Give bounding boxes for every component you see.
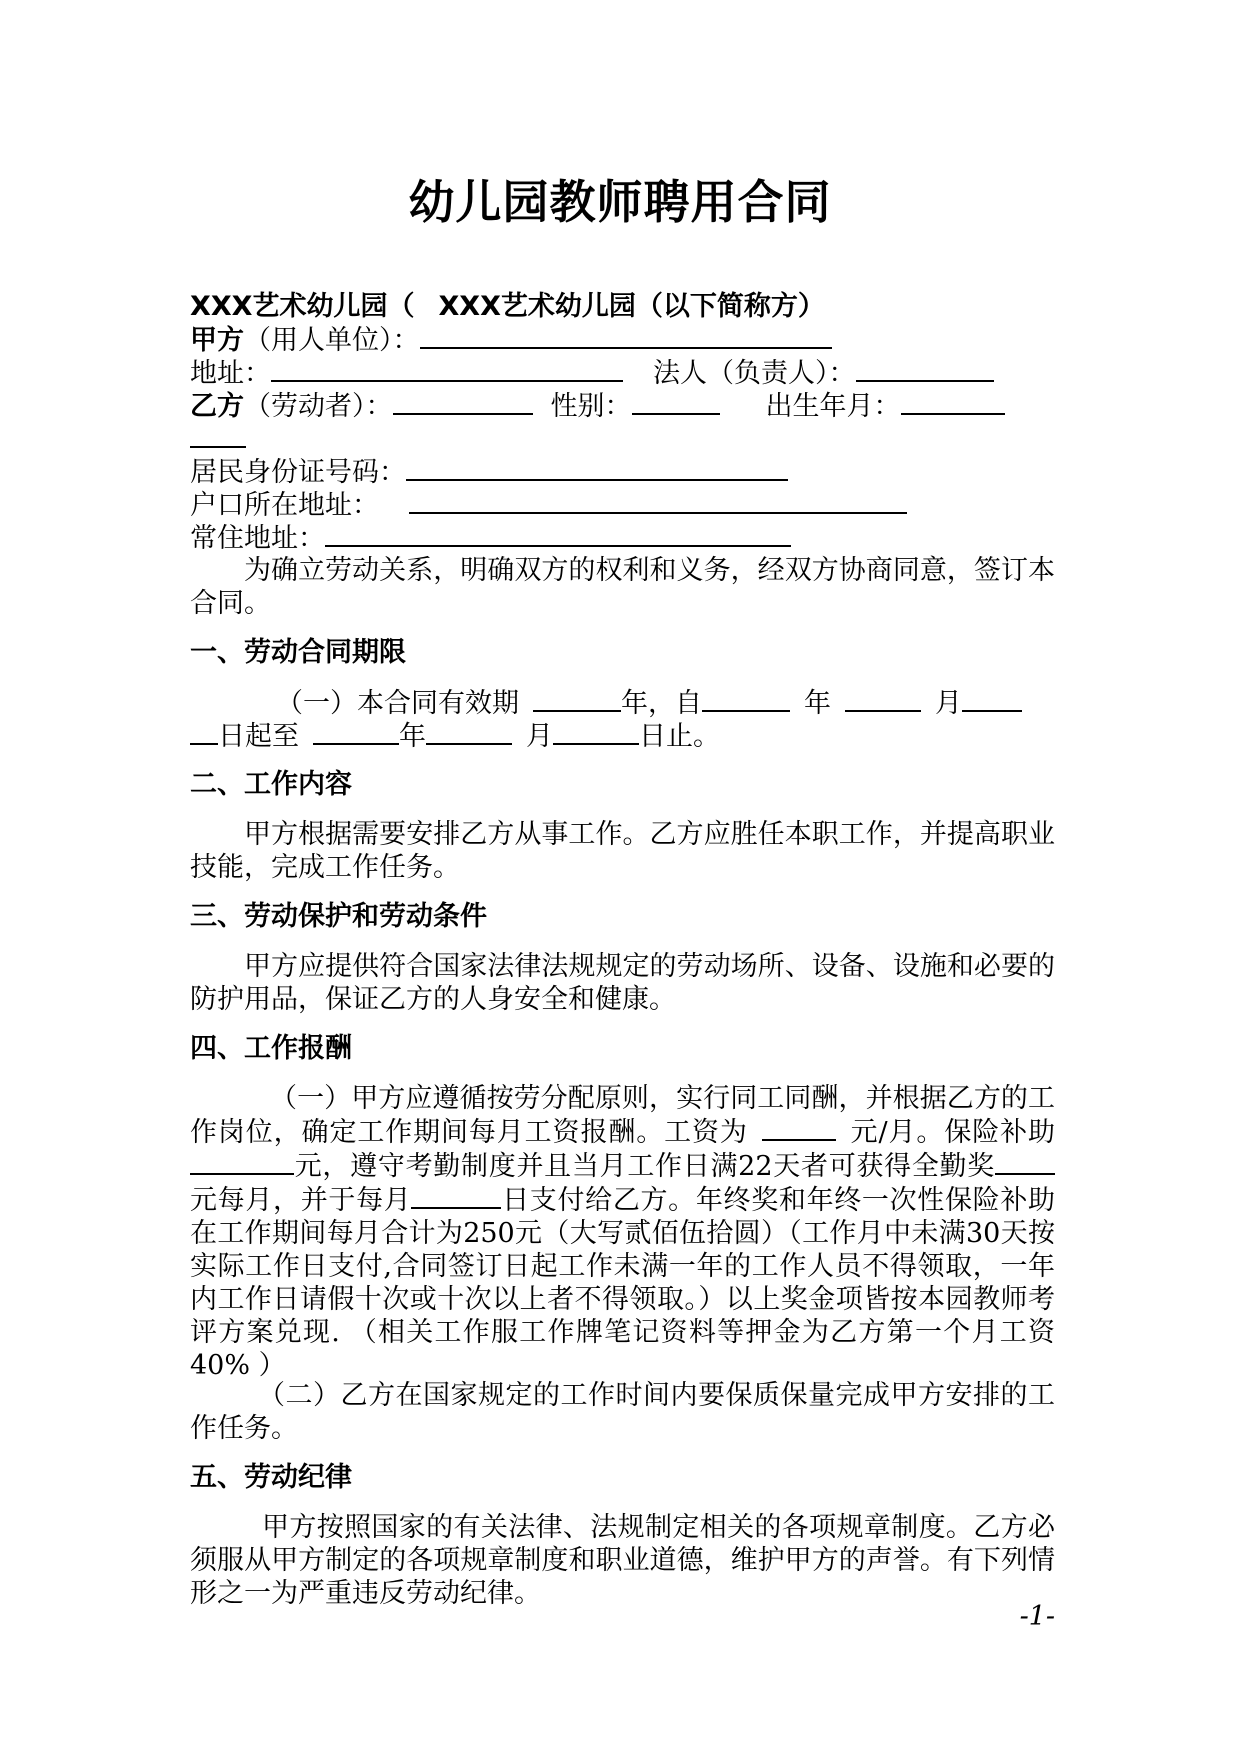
payday-blank[interactable]: [411, 1183, 501, 1209]
id-label: 居民身份证号码：: [190, 457, 406, 488]
birth-label: 出生年月：: [765, 391, 901, 422]
section-2-text: 甲方根据需要安排乙方从事工作。乙方应胜任本职工作，并提高职业技能，完成工作任务。: [190, 819, 1055, 883]
party-b-label: 乙方: [190, 391, 244, 422]
document-title: 幼儿园教师聘用合同: [408, 175, 832, 229]
party-b-line: [190, 389, 1055, 423]
hukou-blank[interactable]: [409, 488, 907, 514]
address-blank[interactable]: [271, 356, 623, 382]
hukou-label: 户口所在地址：: [190, 490, 379, 521]
party-a-label: 甲方: [190, 325, 244, 356]
section-4-paragraph-2: （二）乙方在国家规定的工作时间内要保质保量完成甲方安排的工作任务。: [190, 1380, 1055, 1444]
residence-blank[interactable]: [325, 521, 791, 547]
school-name-2: XXX艺术幼儿园（以下简称方）: [438, 291, 825, 322]
section-4-heading: 四、工作报酬: [190, 1033, 352, 1064]
salary-text-b: 元/月。保险补助: [849, 1117, 1055, 1148]
legal-rep-blank[interactable]: [856, 356, 994, 382]
school-line: [190, 290, 1055, 323]
term-years-blank[interactable]: [533, 686, 621, 712]
month-label: 月: [526, 721, 553, 752]
section-5-text: 甲方按照国家的有关法律、法规制定相关的各项规章制度。乙方必须服从甲方制定的各项规章制度和职业道德，维护甲方的声誉。有下列情形之一为严重违反劳动纪律。: [190, 1512, 1055, 1609]
bonus-blank[interactable]: [995, 1149, 1055, 1175]
address-line: [190, 356, 1055, 390]
term-text: （一）本合同有效期: [276, 688, 519, 719]
from-label: ，自: [648, 688, 702, 719]
birth-blank[interactable]: [901, 389, 1005, 415]
party-b-blank[interactable]: [393, 389, 533, 415]
section-2-heading: 二、工作内容: [190, 769, 352, 800]
gender-label: 性别：: [550, 391, 632, 422]
term-line-2: [190, 719, 1055, 753]
page-number: -1-: [1019, 1601, 1055, 1632]
salary-blank[interactable]: [762, 1115, 836, 1141]
start-day-blank[interactable]: [962, 686, 1022, 712]
gender-blank[interactable]: [632, 389, 720, 415]
to-label: 日起至: [218, 721, 299, 752]
salary-text-c: 元，遵守考勤制度并且当月工作日满22天者可获得全勤奖: [294, 1151, 995, 1182]
end-day-blank[interactable]: [553, 719, 639, 745]
legal-rep-label: 法人（负责人）：: [653, 358, 856, 389]
residence-line: [190, 521, 1055, 555]
party-a-line: [190, 323, 1055, 357]
salary-text-d: 元每月，并于每月: [190, 1185, 412, 1216]
end-month-blank[interactable]: [426, 719, 512, 745]
intro-paragraph: 为确立劳动关系，明确双方的权利和义务，经双方协商同意，签订本合同。: [190, 555, 1055, 619]
id-line: [190, 455, 1055, 489]
year-label: 年: [804, 688, 831, 719]
section-1-heading: 一、劳动合同期限: [190, 637, 406, 668]
end-year-blank[interactable]: [313, 719, 399, 745]
month-label: 月: [935, 688, 962, 719]
section-3-heading: 三、劳动保护和劳动条件: [190, 901, 487, 932]
section-4-paragraph-1: [190, 1082, 1055, 1382]
year-label: 年: [621, 688, 648, 719]
section-5-heading: 五、劳动纪律: [190, 1462, 352, 1493]
year-label: 年: [399, 721, 426, 752]
party-b-desc: （劳动者）：: [244, 391, 393, 422]
section-3-text: 甲方应提供符合国家法律法规规定的劳动场所、设备、设施和必要的防护用品，保证乙方的人身安全和健康。: [190, 951, 1055, 1015]
birth-continue-line: [190, 422, 1055, 456]
school-name-1: XXX艺术幼儿园（: [190, 291, 415, 322]
hukou-line: [190, 488, 1055, 522]
id-blank[interactable]: [406, 455, 788, 481]
start-month-blank[interactable]: [845, 686, 921, 712]
salary-text-e: 日支付给乙方。年终奖和年终一次性保险补助在工作期间每月合计为250元（大写贰佰伍拾圆）（工作月中未满30天按实际工作日支付,合同签订日起工作未满一年的工作人员不得领取，一年内工作日请假十次或十次以上者不得领取。）以上奖金项皆按本园教师考评方案兑现. （相关工作服工作牌笔记资料等押金为乙方第一个月工资40% ）: [190, 1185, 1056, 1381]
start-day-blank-cont[interactable]: [190, 719, 218, 745]
party-a-desc: （用人单位）：: [244, 325, 420, 356]
residence-label: 常住地址：: [190, 523, 325, 554]
birth-blank-cont[interactable]: [190, 422, 246, 448]
address-label: 地址：: [190, 358, 271, 389]
start-year-blank[interactable]: [702, 686, 790, 712]
party-a-blank[interactable]: [420, 323, 832, 349]
end-label: 日止。: [639, 721, 720, 752]
salary-text-a: （一）甲方应遵循按劳分配原则，实行同工同酬，并根据乙方的工作岗位，确定工作期间每月工资报酬。工资为: [190, 1083, 1055, 1148]
insurance-blank[interactable]: [190, 1149, 294, 1175]
term-line-1: [190, 686, 1055, 720]
